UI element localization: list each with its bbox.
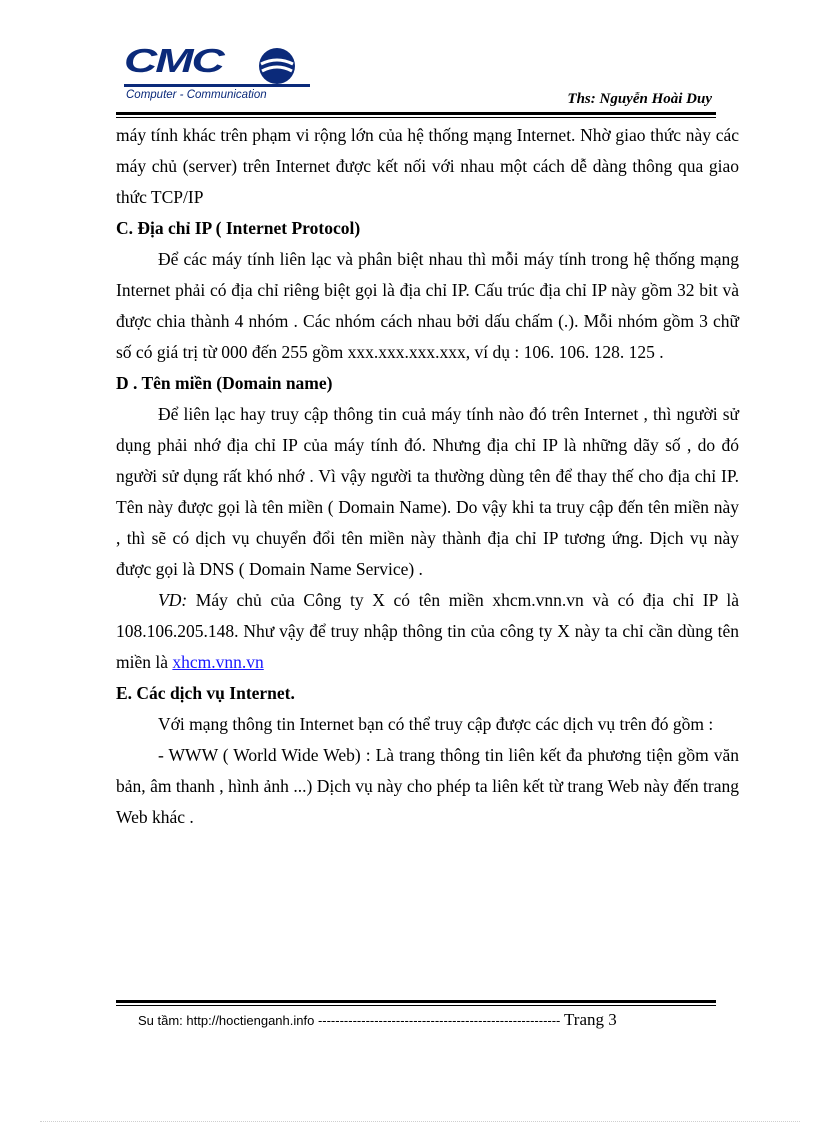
author-name: Ths: Nguyễn Hoài Duy [567, 91, 712, 107]
globe-icon [257, 46, 297, 86]
example-label: VD: [158, 590, 188, 610]
ip-address-paragraph: Để các máy tính liên lạc và phân biệt nhau thì mỗi máy tính trong hệ thống mạng Internet phải có địa chỉ riêng biệt gọi là địa chỉ IP. Cấu trúc địa chỉ IP này gồm 32 bit và được chia thành 4 nhóm . Các nhóm cách nhau bởi dấu chấm (.). Mỗi nhóm gồm 3 chữ số có giá trị từ 000 đến 255 gồm xxx.xxx.xxx.xxx, ví dụ : 106. 106. 128. 125 . [116, 249, 739, 362]
logo-underline [124, 84, 310, 87]
www-paragraph: - WWW ( World Wide Web) : Là trang thông tin liên kết đa phương tiện gồm văn bản, âm thanh , hình ảnh ...) Dịch vụ này cho phép ta liên kết từ trang Web này đến trang Web khác . [116, 745, 739, 827]
header-rule [116, 112, 716, 118]
intro-paragraph: máy tính khác trên phạm vi rộng lớn của hệ thống mạng Internet. Nhờ giao thức này các máy chủ (server) trên Internet được kết nối với nhau một cách dễ dàng thông qua giao thức TCP/IP [116, 125, 739, 207]
example-domain-link[interactable]: xhcm.vnn.vn [172, 652, 264, 672]
heading-ip-address: C. Địa chỉ IP ( Internet Protocol) [116, 218, 361, 238]
example-paragraph [116, 585, 739, 678]
page-number: Trang 3 [564, 1010, 617, 1029]
logo-subtitle: Computer - Communication [126, 89, 267, 101]
heading-internet-services: E. Các dịch vụ Internet. [116, 683, 295, 703]
logo-text: CMC [124, 41, 223, 80]
page-edge [40, 1121, 800, 1122]
footer-source: Su tầm: http://hoctienganh.info -------------------------------------------------------- [138, 1013, 564, 1028]
cmc-logo [124, 41, 314, 106]
page-footer [138, 1010, 617, 1030]
example-text: Máy chủ của Công ty X có tên miền xhcm.vnn.vn và có địa chỉ IP là 108.106.205.148. Như vậy để truy nhập thông tin của công ty X này ta chỉ cần dùng tên miền là [116, 590, 739, 672]
document-body [116, 120, 739, 833]
footer-rule [116, 1000, 716, 1006]
heading-domain-name: D . Tên miền (Domain name) [116, 373, 333, 393]
services-paragraph: Với mạng thông tin Internet bạn có thể truy cập được các dịch vụ trên đó gồm : [158, 714, 714, 734]
domain-name-paragraph: Để liên lạc hay truy cập thông tin cuả máy tính nào đó trên Internet , thì người sử dụng phải nhớ địa chỉ IP của máy tính đó. Nhưng địa chỉ IP là những dãy số , do đó người sử dụng rất khó nhớ . Vì vậy người ta thường dùng tên để thay thế cho địa chỉ IP. Tên này được gọi là tên miền ( Domain Name). Do vậy khi ta truy cập đến tên miền này , thì sẽ có dịch vụ chuyển đổi tên miền này thành địa chỉ IP tương ứng. Dịch vụ này được gọi là DNS ( Domain Name Service) . [116, 404, 739, 579]
